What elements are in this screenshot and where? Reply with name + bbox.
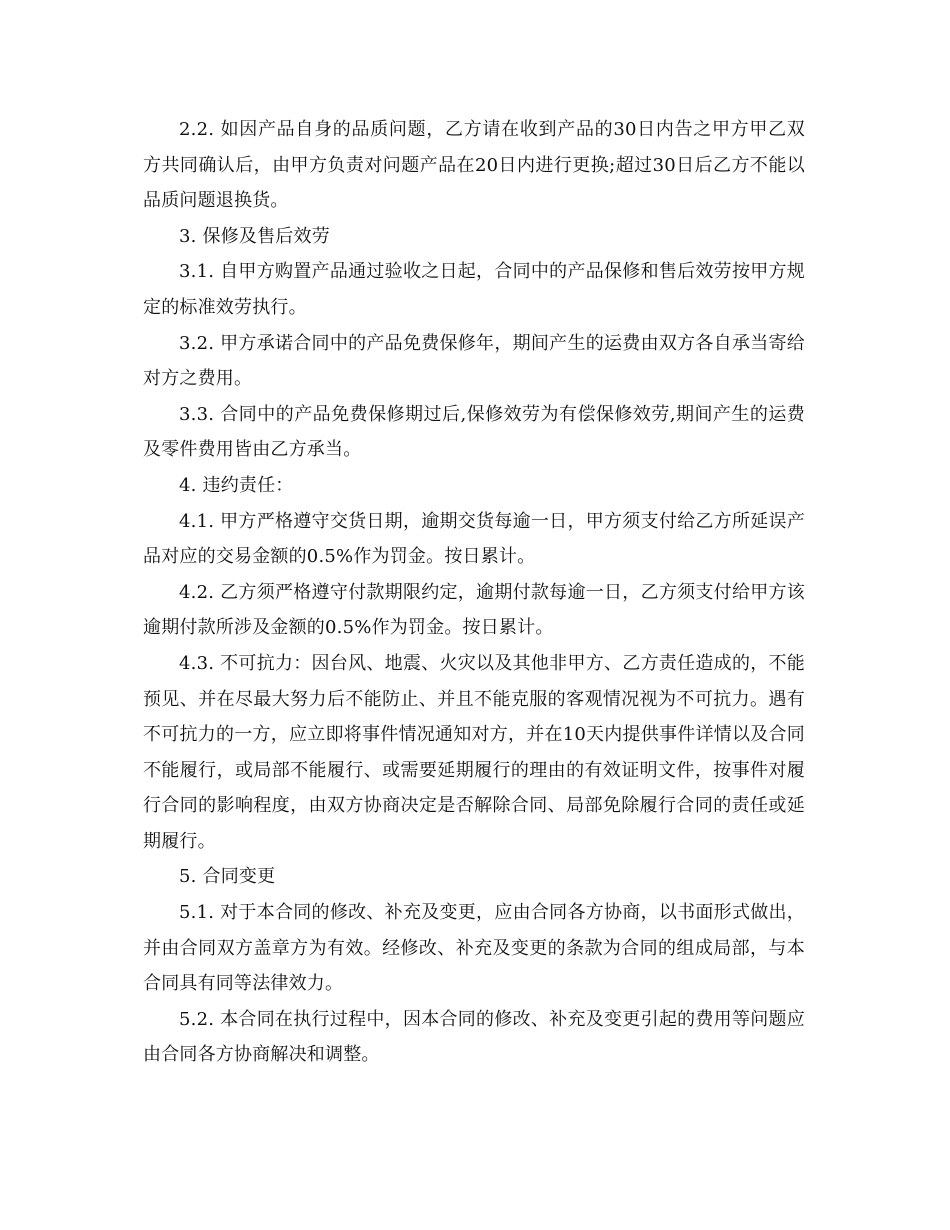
section-3-heading: 3. 保修及售后效劳 <box>179 225 330 247</box>
clause-4-3: 4.3. 不可抗力：因台风、地震、火灾以及其他非甲方、乙方责任造成的，不能预见、并在尽最大努力后不能防止、并且不能克服的客观情况视为不可抗力。遇有不可抗力的一方，应立即将事件情况通知对方，并在10天内提供事件详情以及合同不能履行，或局部不能履行、或需要延期履行的理由的有效证明文件，按事件对履行合同的影响程度，由双方协商决定是否解除合同、局部免除履行合同的责任或延期履行。 <box>143 652 805 852</box>
clause-3-2: 3.2. 甲方承诺合同中的产品免费保修年，期间产生的运费由双方各自承当寄给对方之费用。 <box>143 332 805 390</box>
section-4-heading: 4. 违约责任： <box>179 474 294 496</box>
clause-5-1: 5.1. 对于本合同的修改、补充及变更，应由合同各方协商，以书面形式做出，并由合同双方盖章方为有效。经修改、补充及变更的条款为合同的组成局部，与本合同具有同等法律效力。 <box>143 902 805 995</box>
section-5-heading: 5. 合同变更 <box>179 866 276 888</box>
document-body <box>143 112 805 1073</box>
clause-2-2: 2.2. 如因产品自身的品质问题，乙方请在收到产品的30日内告之甲方甲乙双方共同确认后，由甲方负责对问题产品在20日内进行更换;超过30日后乙方不能以品质问题退换货。 <box>143 119 805 212</box>
clause-4-2: 4.2. 乙方须严格遵守付款期限约定，逾期付款每逾一日，乙方须支付给甲方该逾期付款所涉及金额的0.5%作为罚金。按日累计。 <box>143 581 805 639</box>
clause-5-2: 5.2. 本合同在执行过程中，因本合同的修改、补充及变更引起的费用等问题应由合同各方协商解决和调整。 <box>143 1008 805 1066</box>
clause-3-1: 3.1. 自甲方购置产品通过验收之日起，合同中的产品保修和售后效劳按甲方规定的标准效劳执行。 <box>143 261 805 318</box>
clause-4-1: 4.1. 甲方严格遵守交货日期，逾期交货每逾一日，甲方须支付给乙方所延误产品对应的交易金额的0.5%作为罚金。按日累计。 <box>143 510 805 568</box>
clause-3-3: 3.3. 合同中的产品免费保修期过后,保修效劳为有偿保修效劳,期间产生的运费及零件费用皆由乙方承当。 <box>143 403 805 461</box>
